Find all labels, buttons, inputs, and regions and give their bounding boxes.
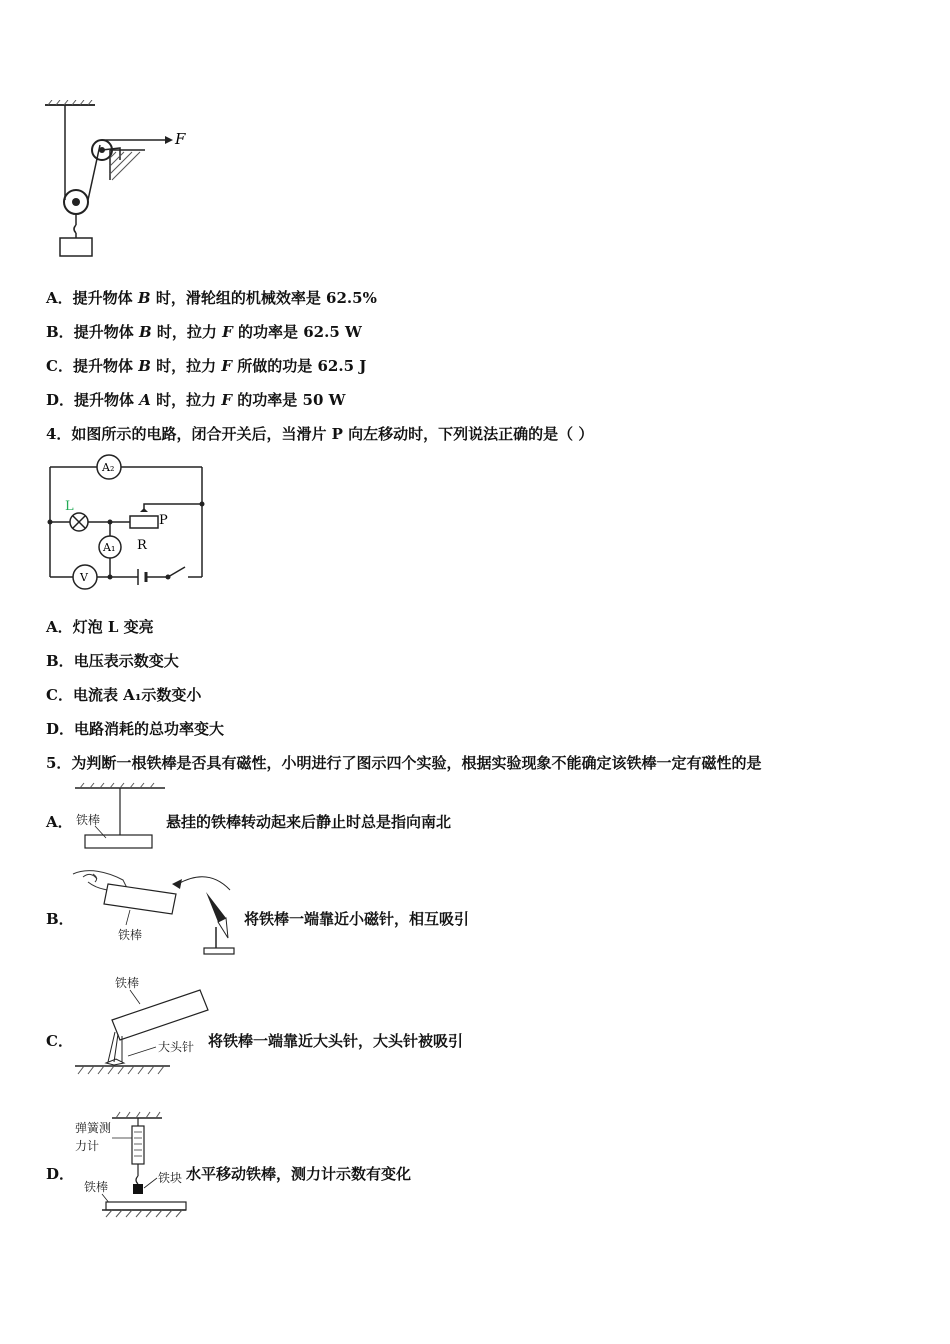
option-letter: B． [46,323,74,341]
option-text: 时，拉力 [156,323,217,341]
scale-label-2: 力计 [75,1139,100,1153]
q5-stem: 5．为判断一根铁棒是否具有磁性，小明进行了图示四个实验，根据实验现象不能确定该铁棒一定有磁性的是 [46,754,762,772]
option-text: 的功率是 62.5 W [238,323,362,341]
scale-label-1: 弹簧测 [75,1121,112,1135]
q5-option-b-text: 将铁棒一端靠近小磁针，相互吸引 [244,910,470,928]
q5-option-c-text: 将铁棒一端靠近大头针，大头针被吸引 [208,1032,464,1050]
q3-option-c[interactable] [46,355,366,376]
var-a: A [139,391,151,409]
option-letter: B． [46,652,74,670]
option-text: 所做的功是 62.5 J [237,357,367,375]
rod-label: 铁棒 [76,813,101,827]
option-text: 的功率是 50 W [237,391,346,409]
option-letter: C． [46,357,73,375]
ammeter-a2-label: A₂ [102,461,115,474]
q5-option-d-letter[interactable]: D． [46,1165,75,1183]
compass-needle-figure [68,862,243,962]
q4-option-c[interactable] [46,684,201,705]
q5-option-b-letter[interactable]: B． [46,910,74,928]
ammeter-a1-label: A₁ [103,541,116,554]
q5-option-a-text: 悬挂的铁棒转动起来后静止时总是指向南北 [166,813,452,831]
option-letter: A． [46,618,73,636]
slider-label: P [159,513,168,528]
q4-option-b[interactable] [46,650,179,671]
option-letter: D． [46,391,75,409]
option-letter: D． [46,720,75,738]
iron-block-label: 铁块 [158,1171,183,1185]
pulley-figure [40,100,200,265]
q5-option-d-text: 水平移动铁棒，测力计示数有变化 [186,1165,412,1183]
lamp-label: L [65,499,74,514]
option-text: 时，拉力 [156,357,217,375]
q3-option-d[interactable] [46,389,345,410]
q4-option-a[interactable] [46,616,154,637]
hanging-rod-figure [70,780,170,855]
pin-label: 大头针 [158,1040,195,1054]
resistor-label: R [137,538,147,553]
q5-option-a-letter[interactable]: A． [46,813,73,831]
option-text: 电压表示数变大 [73,652,179,670]
q4-option-d[interactable] [46,718,224,739]
rod-label: 铁棒 [118,928,143,942]
option-text: 提升物体 [74,391,135,409]
q3-option-a[interactable] [46,287,377,308]
option-text: 灯泡 L 变亮 [72,618,154,636]
spring-scale-figure [72,1108,192,1223]
rod-label: 铁棒 [84,1180,109,1194]
option-text: 提升物体 [73,323,134,341]
option-text: 电路消耗的总功率变大 [74,720,225,738]
option-text: 提升物体 [72,357,133,375]
pins-figure [70,972,215,1082]
option-letter: C． [46,686,73,704]
var-b: B [138,323,152,341]
var-b: B [138,357,151,375]
circuit-figure [40,452,215,592]
var-b: B [137,289,151,307]
var-f: F [222,323,233,341]
q4-stem: 4．如图所示的电路，闭合开关后，当滑片 P 向左移动时，下列说法正确的是（ ） [46,425,594,443]
force-label: F [175,130,186,148]
var-f: F [221,391,233,409]
option-text: 电流表 A₁示数变小 [72,686,202,704]
q5-option-c-letter[interactable]: C． [46,1032,73,1050]
var-f: F [221,357,233,375]
q3-option-b[interactable] [46,321,362,342]
rod-label: 铁棒 [115,976,140,990]
option-text: 提升物体 [72,289,133,307]
option-text: 时，滑轮组的机械效率是 62.5% [155,289,377,307]
option-text: 时，拉力 [156,391,217,409]
voltmeter-label: V [80,571,88,584]
option-letter: A． [46,289,73,307]
